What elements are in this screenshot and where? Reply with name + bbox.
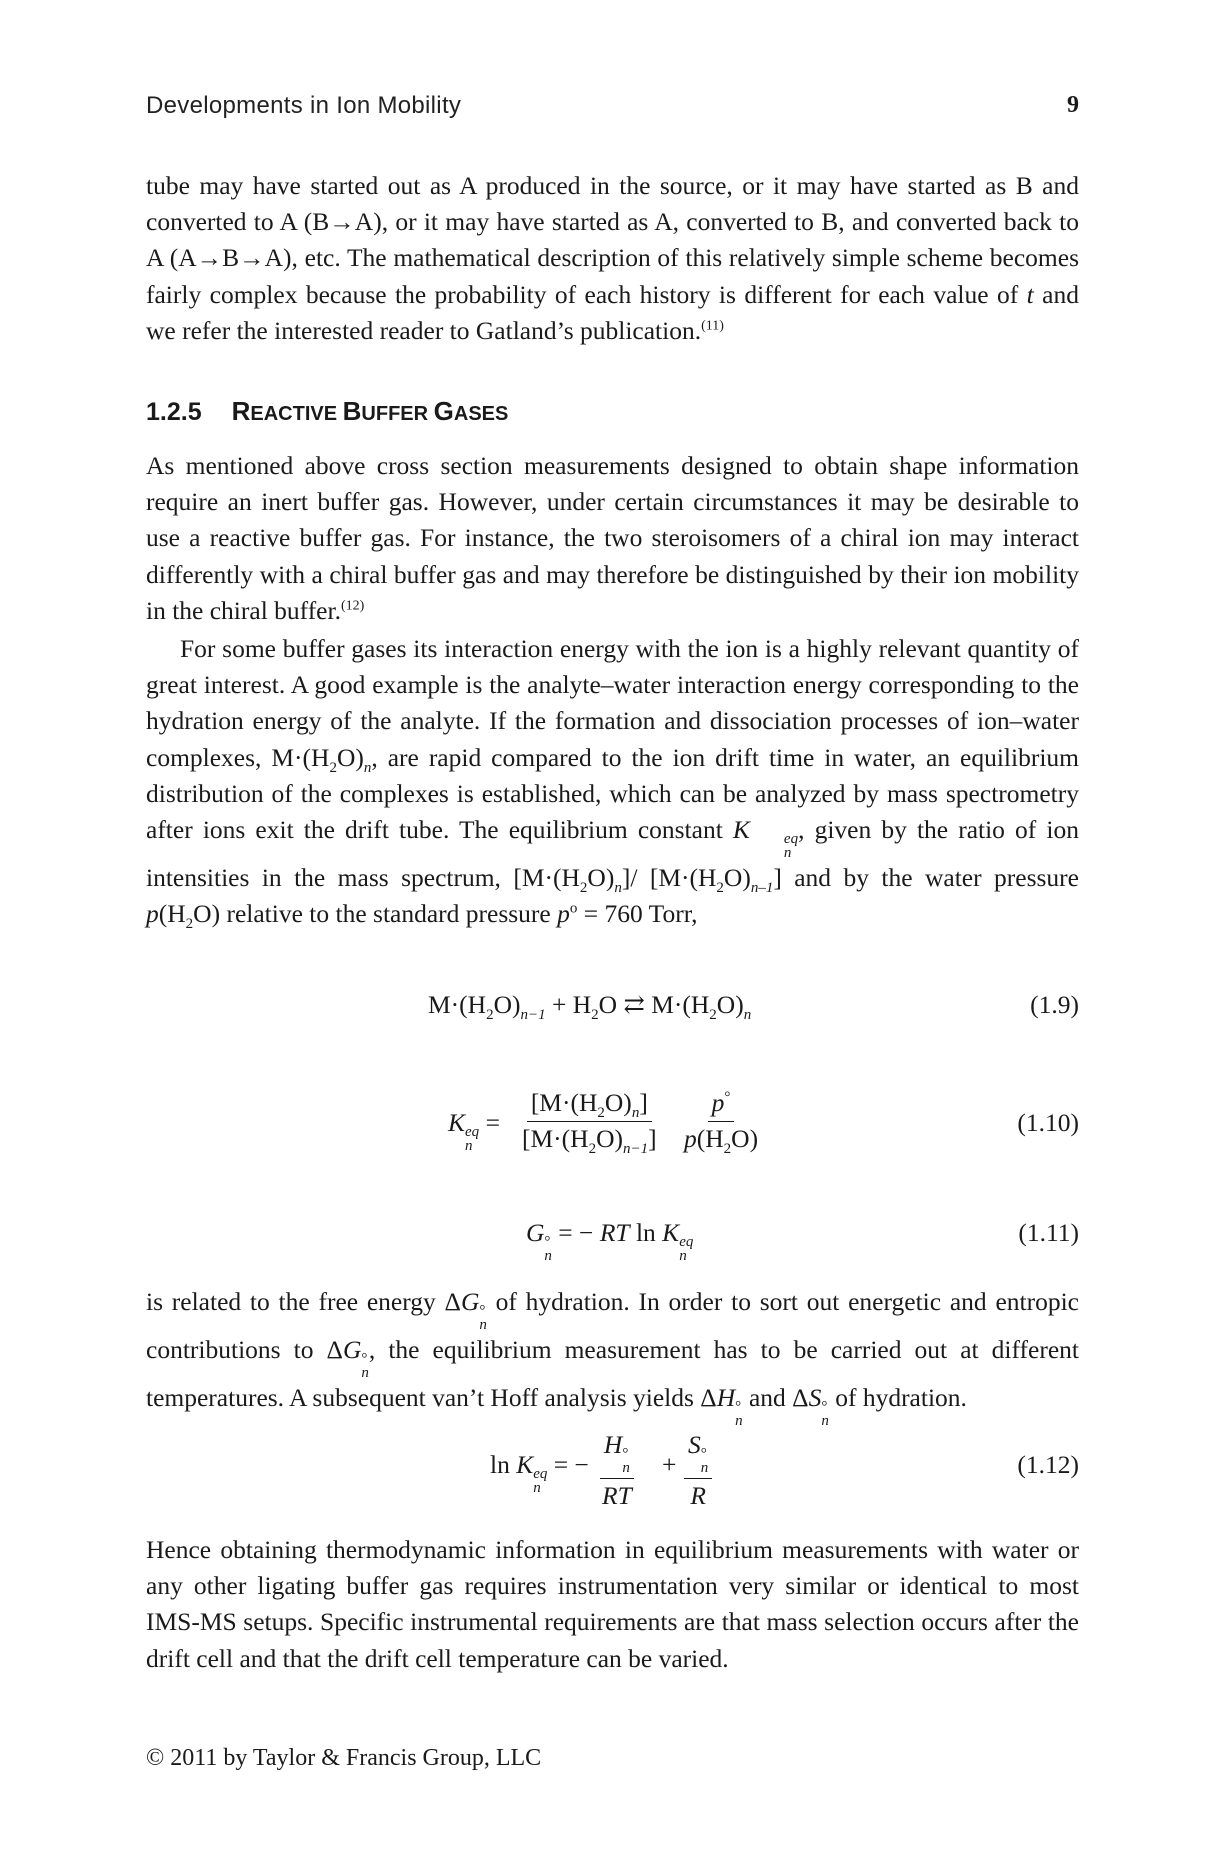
equation-number: (1.12) [1017, 1450, 1079, 1479]
section-number: 1.2.5 [146, 398, 202, 426]
paragraph-continuation: tube may have started out as A produced in the source, or it may have started as B and converted to A (B→A), or it may have started as A, converted to B, and converted back to A (A→B→A), etc. The mathematical description of this relatively simple scheme becomes fairly complex because the probability of each history is different for each value of t and we refer the interested reader to Gatland’s publication.$^{(11)}$ [146, 171, 1079, 345]
running-head-title: Developments in Ion Mobility [146, 92, 462, 119]
section-heading [146, 396, 508, 427]
section-title: REACTIVE BUFFER GASES [231, 396, 509, 426]
denominator: $p(H_2O)$ [684, 1124, 759, 1158]
numerator: p° [708, 1088, 735, 1122]
fraction-complex-ratio [518, 1088, 661, 1158]
paragraph-free-energy: is related to the free energy ΔG ° n of hydration. In order to sort out energetic and entropic contributions to ΔG ° n , the equilibrium measurement has to be carried out at different temperatures. A subsequent van’t Hoff analysis yields ΔH ° n and ΔS ° n of hydration. [146, 1287, 1079, 1429]
book-page [146, 0, 1079, 1850]
fraction-entropy [684, 1430, 712, 1511]
equation-number: (1.11) [1018, 1218, 1079, 1247]
fraction-pressure-ratio [680, 1088, 762, 1158]
denominator: R [690, 1481, 706, 1510]
equation-1-12 [146, 1430, 1079, 1510]
denominator: $[M\cdot(H_2O)_{n-1}]$ [522, 1124, 657, 1158]
equation-1-10 [146, 1088, 1079, 1160]
denominator: RT [602, 1481, 632, 1510]
fraction-enthalpy [598, 1430, 636, 1511]
citation-12: (12) [340, 598, 365, 614]
equation-number: (1.9) [1030, 990, 1079, 1019]
paragraph-interaction-energy: For some buffer gases its interaction energy with the ion is a highly relevant quantity of great interest. A good example is the analyte–water interaction energy corresponding to the hydration energy of the analyte. If the formation and dissociation processes of ion–water complexes, $M\cdot(H_2O)_n$, are rapid compared to the ion drift time in water, an equilibrium distribution of the complexes is established, which can be analyzed by mass spectrometry after ions exit the drift tube. The equilibrium constant K eq n , given by the ratio of ion intensities in the mass spectrum, $[M\cdot(H_2O)_n]/$ $[M\cdot(H_2O)_{n-1}]$ and by the water pressure $p(H_2O)$ relative to the standard pressure $p^o = 760$ Torr, [146, 634, 1080, 933]
equation-body: G ° n = − RT ln K eq n [526, 1218, 694, 1264]
page-number: 9 [1067, 92, 1079, 118]
equation-body: $M\cdot(H_2O)_{n-1} + H_2O$ ⇄ $M\cdot(H_2O)_n$ [428, 990, 752, 1024]
equation-lhs: ln K eq n = − [490, 1450, 589, 1496]
numerator: $[M\cdot(H_2O)_n]$ [527, 1088, 652, 1122]
numerator: H ° n [600, 1430, 634, 1479]
copyright-footer: © 2011 by Taylor & Francis Group, LLC [146, 1745, 542, 1771]
citation-11: (11) [701, 318, 724, 334]
paragraph-conclusion: Hence obtaining thermodynamic information in equilibrium measurements with water or any other ligating buffer gas requires instrumentation very similar or identical to most IMS-MS setups. Specific instrumental requirements are that mass selection occurs after the drift cell and that the drift cell temperature can be varied. [146, 1535, 1079, 1673]
equation-number: (1.10) [1017, 1108, 1079, 1137]
equation-lhs: K eq n = [448, 1108, 500, 1154]
numerator: S ° n [684, 1430, 712, 1479]
plus-sign: + [662, 1450, 677, 1479]
running-head [146, 92, 1079, 122]
paragraph-reactive-buffer: As mentioned above cross section measurements designed to obtain shape information require an inert buffer gas. However, under certain circumstances it may be desirable to use a reactive buffer gas. For instance, the two steroisomers of a chiral ion may interact differently with a chiral buffer gas and may therefore be distinguished by their ion mobility in the chiral buffer.$^{(12)}$ [146, 451, 1079, 625]
